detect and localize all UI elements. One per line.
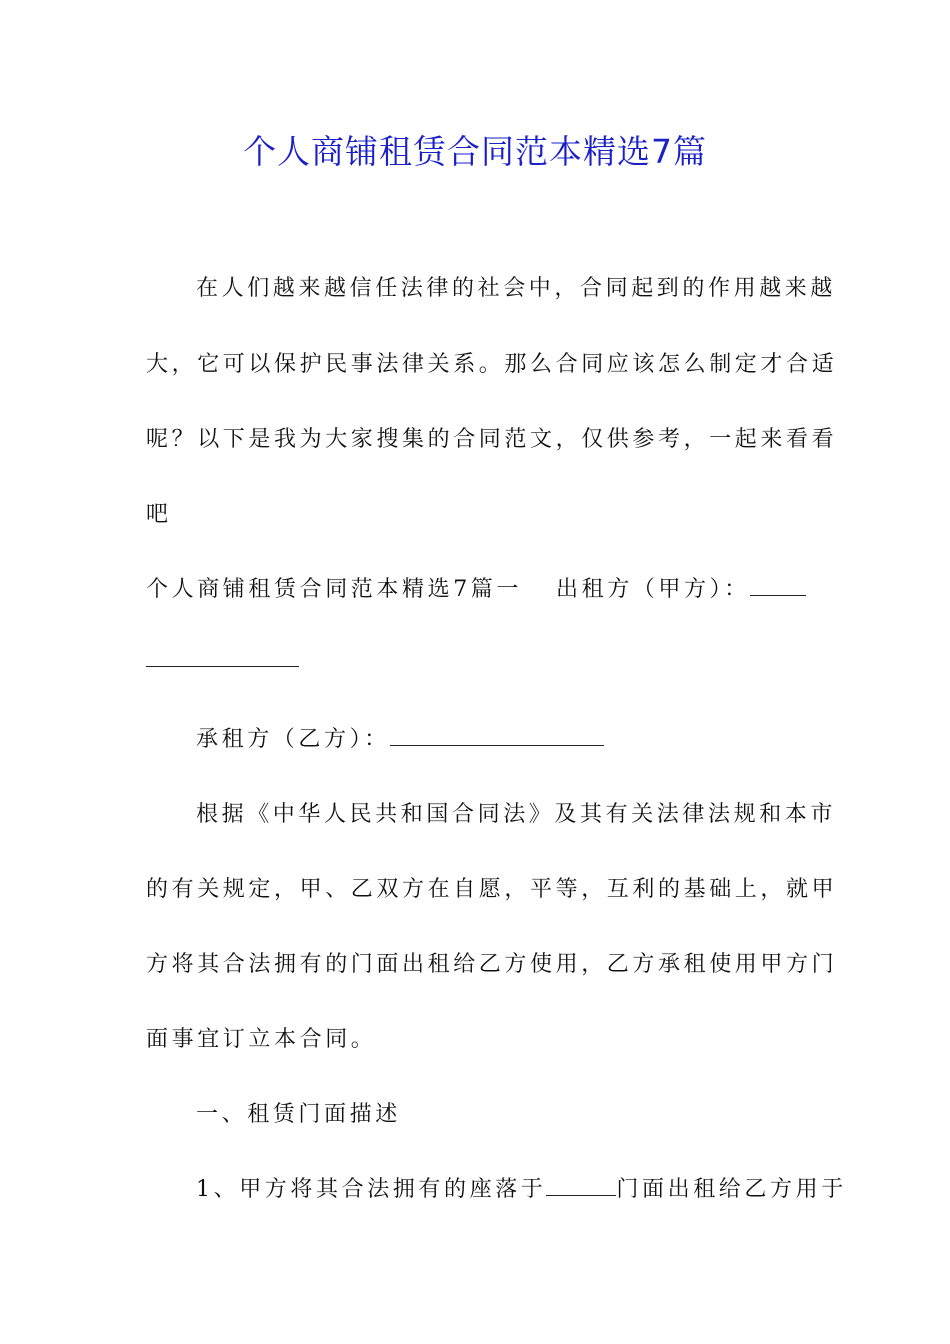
intro-line-2: 大，它可以保护民事法律关系。那么合同应该怎么制定才合适 [146, 352, 838, 377]
clause-1-1-text-a: 1、甲方将其合法拥有的座落于 [196, 1177, 547, 1202]
lessor-label [556, 572, 806, 603]
intro-line-4: 吧 [146, 502, 172, 527]
lessee-label [196, 722, 604, 753]
intro-line-1: 在人们越来越信任法律的社会中，合同起到的作用越来越 [196, 276, 837, 301]
document-title: 个人商铺租赁合同范本精选7篇 [243, 132, 707, 171]
section-heading: 个人商铺租赁合同范本精选7篇一 [146, 577, 522, 602]
lessor-blank [750, 575, 806, 596]
lessee-label-text: 承租方（乙方）： [196, 727, 390, 752]
clause-1-1-text-b: 门面出租给乙方用于 [616, 1177, 847, 1202]
lessor-label-text: 出租方（甲方）： [556, 577, 750, 602]
clause-1-heading: 一、租赁门面描述 [196, 1102, 401, 1127]
lessee-blank [390, 725, 604, 746]
basis-line-4: 面事宜订立本合同。 [146, 1027, 377, 1052]
intro-line-3: 呢？以下是我为大家搜集的合同范文，仅供参考，一起来看看 [146, 427, 838, 452]
location-blank [546, 1175, 616, 1196]
clause-1-1 [196, 1172, 847, 1203]
basis-line-1: 根据《中华人民共和国合同法》及其有关法律法规和本市 [196, 802, 837, 827]
lessor-blank-continued [146, 646, 299, 667]
basis-line-2: 的有关规定，甲、乙双方在自愿，平等，互利的基础上，就甲 [146, 877, 838, 902]
basis-line-3: 方将其合法拥有的门面出租给乙方使用，乙方承租使用甲方门 [146, 952, 838, 977]
